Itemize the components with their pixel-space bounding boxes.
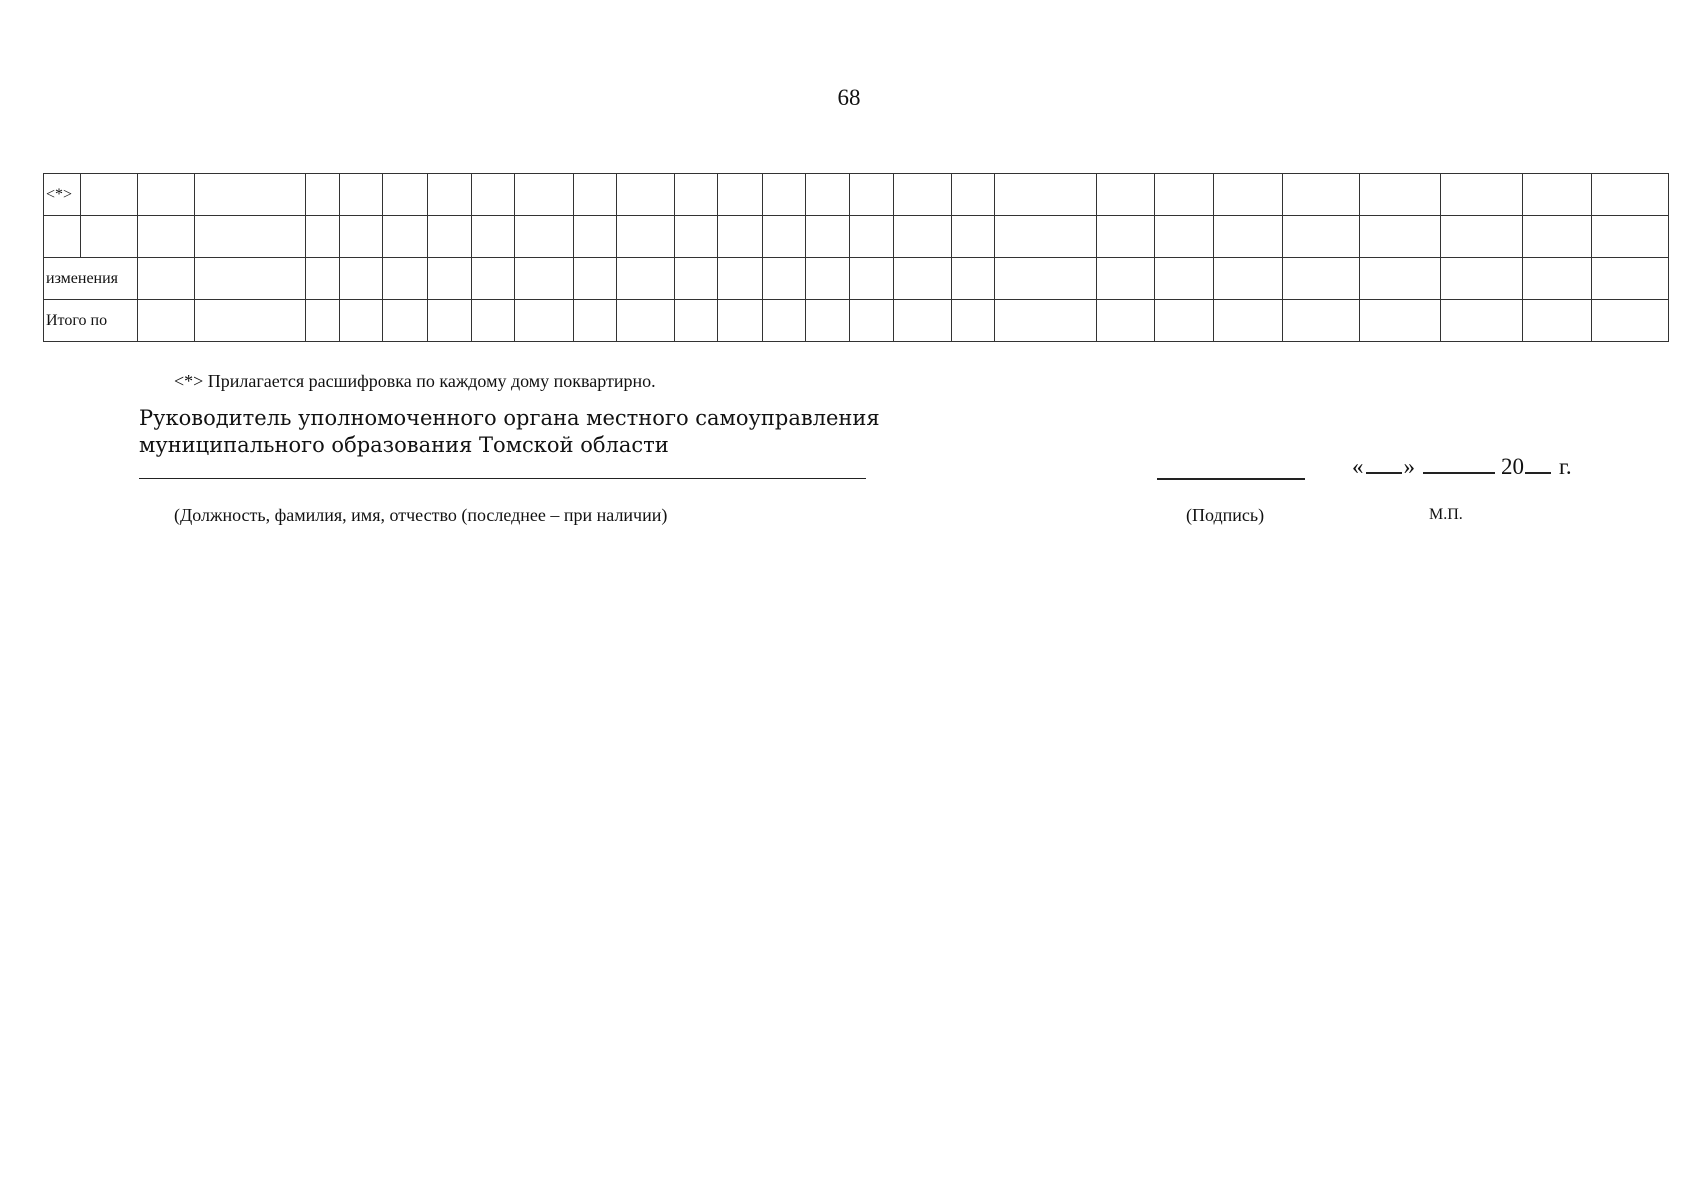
footnote: <*> Прилагается расшифровка по каждому дому поквартирно. <box>174 371 656 391</box>
table-cell <box>616 258 674 300</box>
table-cell <box>893 216 951 258</box>
table-cell <box>471 258 514 300</box>
table-cell <box>427 300 471 342</box>
table-body <box>44 174 1669 342</box>
row-label-cell: изменения <box>44 258 138 300</box>
table-cell <box>1213 174 1282 216</box>
table-cell <box>515 258 573 300</box>
table-cell <box>616 174 674 216</box>
table-cell <box>762 174 805 216</box>
date-day-blank <box>1366 452 1402 474</box>
table-cell <box>1441 300 1523 342</box>
table-cell <box>1441 216 1523 258</box>
table-cell <box>195 300 306 342</box>
date-field <box>1352 452 1572 481</box>
table-cell <box>718 300 762 342</box>
table-cell <box>1213 300 1282 342</box>
table-cell <box>305 216 339 258</box>
table-cell <box>762 258 805 300</box>
table-cell <box>427 174 471 216</box>
stamp-caption: М.П. <box>1429 506 1463 523</box>
table-cell <box>806 174 850 216</box>
table-cell <box>1441 174 1523 216</box>
row-label-cell <box>44 216 81 258</box>
table-cell <box>1283 258 1360 300</box>
table-cell <box>952 258 995 300</box>
table-cell <box>1155 258 1213 300</box>
table-cell <box>1213 258 1282 300</box>
table-cell <box>850 300 893 342</box>
date-year-suffix: г. <box>1559 454 1572 479</box>
date-open-quote: « <box>1352 454 1364 479</box>
table-cell <box>339 216 382 258</box>
report-table <box>43 173 1669 342</box>
signature-heading-line-1: Руководитель уполномоченного органа местного самоуправления <box>139 406 880 430</box>
table-cell <box>1522 216 1591 258</box>
table-cell <box>806 216 850 258</box>
table-cell <box>1283 216 1360 258</box>
table-cell <box>995 300 1097 342</box>
table-cell <box>339 174 382 216</box>
date-year-blank <box>1525 452 1551 474</box>
table-cell <box>383 258 427 300</box>
table-cell <box>762 300 805 342</box>
table-cell <box>1522 258 1591 300</box>
table-cell <box>1441 258 1523 300</box>
table-cell <box>1155 174 1213 216</box>
table-cell <box>573 258 616 300</box>
table-cell <box>383 300 427 342</box>
table-cell <box>718 216 762 258</box>
table-cell <box>995 174 1097 216</box>
table-cell <box>383 216 427 258</box>
table-cell <box>952 216 995 258</box>
table-cell <box>1283 174 1360 216</box>
signature-heading-line-2: муниципального образования Томской области <box>139 433 669 457</box>
table-cell <box>718 258 762 300</box>
table-cell <box>995 216 1097 258</box>
table-cell <box>995 258 1097 300</box>
table-cell <box>850 258 893 300</box>
row-sublabel-cell <box>81 174 137 216</box>
table-cell <box>305 300 339 342</box>
table-cell <box>137 174 194 216</box>
table-cell <box>1096 216 1154 258</box>
table-cell <box>471 216 514 258</box>
table-cell <box>616 300 674 342</box>
table-cell <box>427 258 471 300</box>
table-cell <box>471 300 514 342</box>
table-cell <box>305 258 339 300</box>
table-cell <box>515 300 573 342</box>
table-cell <box>195 174 306 216</box>
table-cell <box>1359 216 1441 258</box>
table-cell <box>339 258 382 300</box>
table-cell <box>675 300 718 342</box>
table-cell <box>137 300 194 342</box>
table-cell <box>762 216 805 258</box>
table-cell <box>952 300 995 342</box>
table-cell <box>383 174 427 216</box>
table-cell <box>1522 300 1591 342</box>
table-cell <box>1359 300 1441 342</box>
row-sublabel-cell <box>81 216 137 258</box>
row-label-cell: <*> <box>44 174 81 216</box>
table-cell <box>893 174 951 216</box>
table-cell <box>1096 174 1154 216</box>
table-row <box>44 216 1669 258</box>
table-cell <box>515 216 573 258</box>
table-row <box>44 258 1669 300</box>
signature-blank-line <box>1157 478 1305 480</box>
page-number: 68 <box>837 85 861 110</box>
table-cell <box>1522 174 1591 216</box>
table-cell <box>1359 174 1441 216</box>
position-caption: (Должность, фамилия, имя, отчество (последнее – при наличии) <box>174 505 668 525</box>
table-cell <box>1096 258 1154 300</box>
position-blank-line <box>139 478 866 479</box>
table-cell <box>339 300 382 342</box>
table-cell <box>806 258 850 300</box>
table-cell <box>1155 300 1213 342</box>
table-cell <box>1592 174 1669 216</box>
table-row <box>44 174 1669 216</box>
table-cell <box>893 300 951 342</box>
table-cell <box>675 174 718 216</box>
table-cell <box>1283 300 1360 342</box>
table-cell <box>1592 216 1669 258</box>
table-cell <box>573 216 616 258</box>
table-cell <box>195 216 306 258</box>
date-month-blank <box>1423 452 1495 474</box>
table-cell <box>1213 216 1282 258</box>
table-cell <box>952 174 995 216</box>
table-cell <box>471 174 514 216</box>
table-cell <box>305 174 339 216</box>
date-year-prefix: 20 <box>1501 454 1524 479</box>
table-cell <box>573 174 616 216</box>
date-close-quote: » <box>1403 454 1415 479</box>
table-cell <box>1155 216 1213 258</box>
table-cell <box>427 216 471 258</box>
table-cell <box>1592 300 1669 342</box>
table-cell <box>573 300 616 342</box>
table-cell <box>616 216 674 258</box>
table-cell <box>1592 258 1669 300</box>
table-cell <box>806 300 850 342</box>
table-cell <box>850 174 893 216</box>
table-cell <box>850 216 893 258</box>
row-label-cell: Итого по <box>44 300 138 342</box>
table-cell <box>675 258 718 300</box>
table-cell <box>675 216 718 258</box>
table-cell <box>1359 258 1441 300</box>
table-cell <box>515 174 573 216</box>
table-cell <box>137 216 194 258</box>
table-cell <box>718 174 762 216</box>
signature-caption: (Подпись) <box>1186 505 1265 525</box>
table-cell <box>893 258 951 300</box>
table-row <box>44 300 1669 342</box>
table-cell <box>1096 300 1154 342</box>
table-cell <box>137 258 194 300</box>
table-cell <box>195 258 306 300</box>
